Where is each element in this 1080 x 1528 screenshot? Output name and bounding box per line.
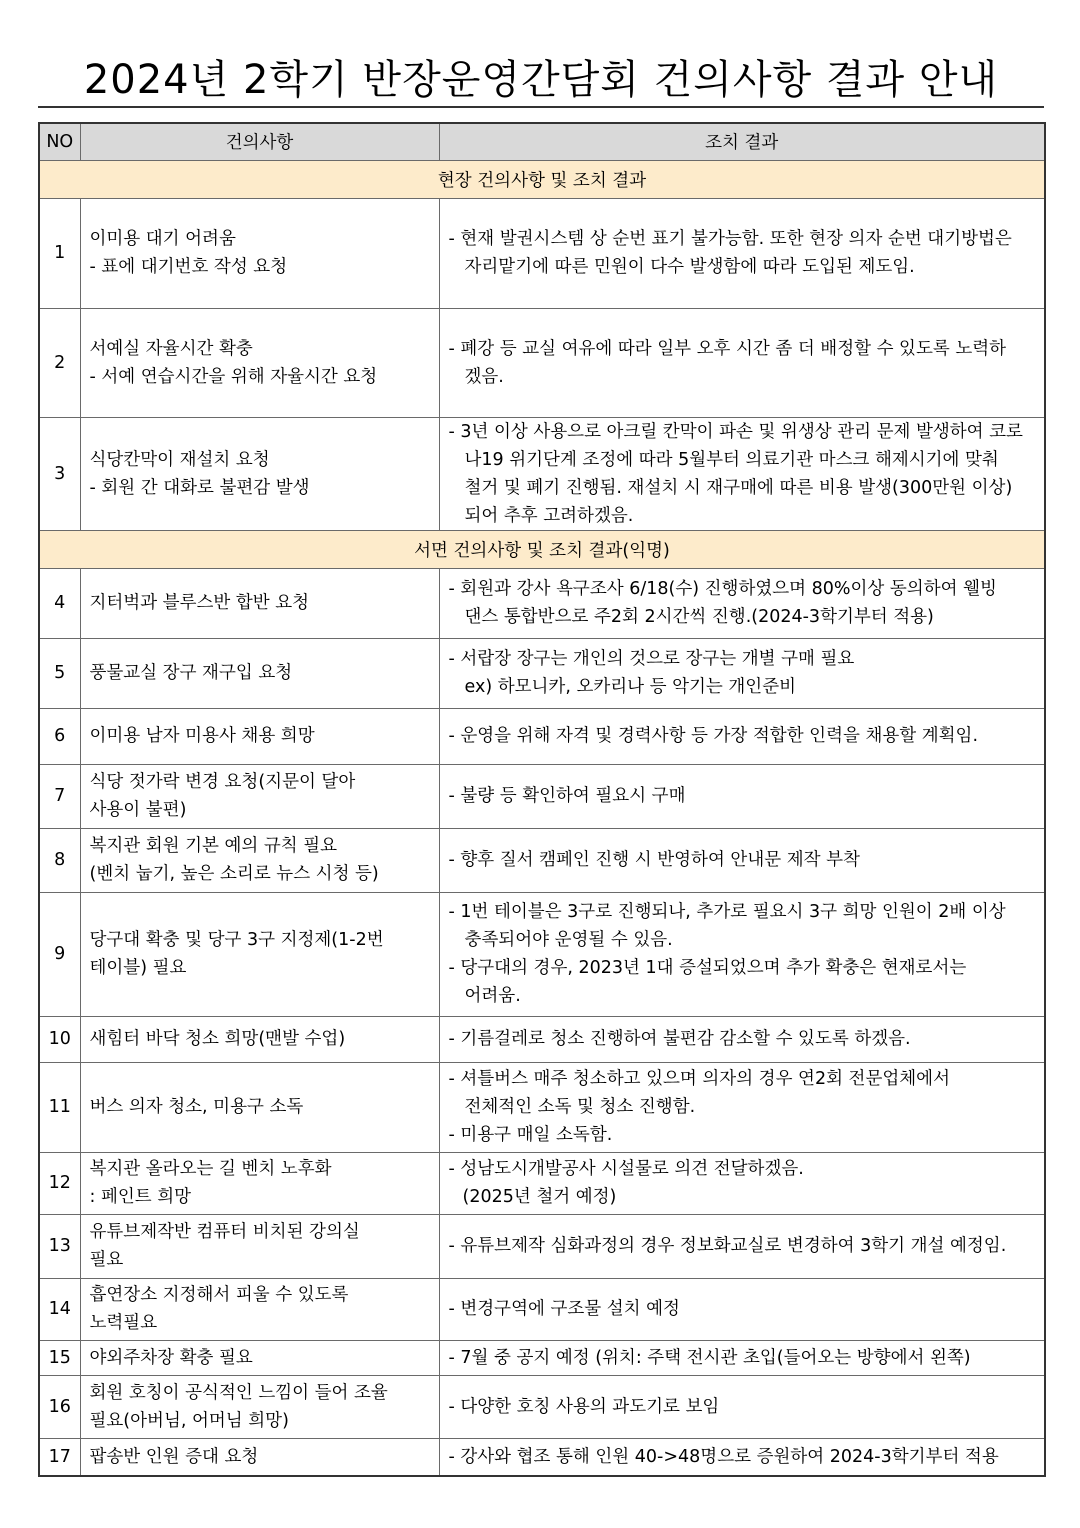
result-line: - 불량 등 확인하여 필요시 구매 [448, 786, 686, 806]
request-cell [80, 828, 439, 892]
result-cell [439, 1340, 1045, 1375]
request-cell [80, 1278, 439, 1340]
result-line: - 기름걸레로 청소 진행하여 불편감 감소할 수 있도록 하겠음. [448, 1029, 911, 1049]
result-line: - 당구대의 경우, 2023년 1대 증설되었으며 추가 확충은 현재로서는 [448, 958, 967, 978]
result-line: 철거 및 폐기 진행됨. 재설치 시 재구매에 따른 비용 발생(300만원 이상) [464, 477, 1013, 498]
request-line: 야외주차장 확충 필요 [89, 1347, 253, 1368]
result-line: - 운영을 위해 자격 및 경력사항 등 가장 적합한 인력을 채용할 계획임. [448, 726, 979, 746]
result-cell [439, 417, 1045, 530]
table-row [39, 828, 1045, 892]
result-line: - 3년 이상 사용으로 아크릴 칸막이 파손 및 위생상 관리 문제 발생하여 코로 [448, 421, 1023, 442]
row-number: 5 [39, 638, 80, 708]
result-line: 댄스 통합반으로 주2회 2시간씩 진행.(2024-3학기부터 적용) [464, 607, 934, 627]
result-line: - 향후 질서 캠페인 진행 시 반영하여 안내문 제작 부착 [448, 850, 860, 870]
table-row [39, 308, 1045, 417]
result-line: - 회원과 강사 욕구조사 6/18(수) 진행하였으며 80%이상 동의하여 웰빙 [448, 579, 997, 599]
result-cell [439, 568, 1045, 638]
request-line: 사용이 불편) [89, 800, 187, 820]
row-number: 10 [39, 1016, 80, 1062]
row-number: 2 [39, 308, 80, 417]
row-number: 9 [39, 892, 80, 1016]
section-onsite [39, 160, 1045, 198]
result-cell [439, 708, 1045, 764]
request-line: : 페인트 희망 [89, 1187, 192, 1207]
result-line: - 변경구역에 구조물 설치 예정 [448, 1299, 680, 1319]
request-cell [80, 1340, 439, 1375]
request-cell [80, 198, 439, 308]
table-row [39, 1340, 1045, 1375]
request-cell [80, 892, 439, 1016]
result-cell [439, 308, 1045, 417]
request-line: 당구대 확충 및 당구 3구 지정제(1-2번 [89, 930, 384, 950]
result-line: (2025년 철거 예정) [462, 1187, 617, 1207]
table-row [39, 1375, 1045, 1438]
table-row [39, 568, 1045, 638]
result-line: 나19 위기단계 조정에 따라 5월부터 의료기관 마스크 해제시기에 맞춰 [464, 449, 999, 470]
request-line: 이미용 대기 어려움 [89, 229, 236, 249]
request-cell [80, 1062, 439, 1152]
result-cell [439, 198, 1045, 308]
section-onsite-label: 현장 건의사항 및 조치 결과 [39, 160, 1045, 198]
result-line: - 현재 발권시스템 상 순번 표기 불가능함. 또한 현장 의자 순번 대기방법은 [448, 229, 1012, 249]
page-title: 2024년 2학기 반장운영간담회 건의사항 결과 안내 [83, 57, 999, 103]
result-cell [439, 1152, 1045, 1214]
result-line: ex) 하모니카, 오카리나 등 악기는 개인준비 [464, 677, 796, 697]
request-line: - 서예 연습시간을 위해 자율시간 요청 [89, 366, 378, 387]
result-line: - 미용구 매일 소독함. [448, 1125, 613, 1145]
section-written-label: 서면 건의사항 및 조치 결과(익명) [39, 530, 1045, 568]
title-underline [38, 106, 1044, 108]
request-line: - 표에 대기번호 작성 요청 [89, 257, 288, 277]
header-no: NO [39, 123, 80, 160]
table-row [39, 892, 1045, 1016]
request-line: 복지관 올라오는 길 벤치 노후화 [89, 1159, 332, 1179]
table-row [39, 1214, 1045, 1278]
result-line: 되어 추후 고려하겠음. [464, 505, 634, 526]
request-cell [80, 1152, 439, 1214]
row-number: 8 [39, 828, 80, 892]
row-number: 11 [39, 1062, 80, 1152]
row-number: 15 [39, 1340, 80, 1375]
table-row [39, 1278, 1045, 1340]
request-line: 버스 의자 청소, 미용구 소독 [89, 1097, 304, 1117]
request-line: 노력필요 [89, 1313, 158, 1333]
suggestion-table [38, 122, 1046, 1477]
request-cell [80, 1214, 439, 1278]
result-line: - 다양한 호칭 사용의 과도기로 보임 [448, 1396, 720, 1417]
request-cell [80, 764, 439, 828]
table-row [39, 708, 1045, 764]
table-row [39, 1016, 1045, 1062]
result-line: 충족되어야 운영될 수 있음. [464, 930, 673, 950]
result-cell [439, 1438, 1045, 1476]
request-cell [80, 568, 439, 638]
request-line: 회원 호칭이 공식적인 느낌이 들어 조율 [89, 1382, 388, 1403]
result-line: - 1번 테이블은 3구로 진행되나, 추가로 필요시 3구 희망 인원이 2배 이상 [448, 902, 1006, 922]
request-line: 테이블) 필요 [89, 958, 187, 978]
result-cell [439, 638, 1045, 708]
row-number: 6 [39, 708, 80, 764]
row-number: 16 [39, 1375, 80, 1438]
table-row [39, 764, 1045, 828]
request-line: 식당칸막이 재설치 요청 [89, 449, 270, 470]
result-cell [439, 1375, 1045, 1438]
result-line: - 7월 중 공지 예정 (위치: 주택 전시관 초입(들어오는 방향에서 왼쪽) [448, 1347, 971, 1368]
table-row [39, 1152, 1045, 1214]
request-line: 복지관 회원 기본 예의 규칙 필요 [89, 836, 338, 856]
request-line: (벤치 눕기, 높은 소리로 뉴스 시청 등) [89, 864, 379, 884]
result-line: - 유튜브제작 심화과정의 경우 정보화교실로 변경하여 3학기 개설 예정임. [448, 1236, 1007, 1256]
request-line: 풍물교실 장구 재구입 요청 [89, 663, 293, 683]
request-line: 서예실 자율시간 확충 [89, 338, 253, 359]
row-number: 7 [39, 764, 80, 828]
result-line: - 서랍장 장구는 개인의 것으로 장구는 개별 구매 필요 [448, 649, 855, 669]
row-number: 17 [39, 1438, 80, 1476]
table-row [39, 1438, 1045, 1476]
result-cell [439, 764, 1045, 828]
request-line: 식당 젓가락 변경 요청(지문이 달아 [89, 772, 356, 792]
result-cell [439, 1214, 1045, 1278]
table-header-row [39, 123, 1045, 160]
request-line: - 회원 간 대화로 불편감 발생 [89, 477, 310, 498]
request-line: 이미용 남자 미용사 채용 희망 [89, 726, 315, 746]
request-line: 유튜브제작반 컴퓨터 비치된 강의실 [89, 1222, 360, 1242]
request-line: 필요(아버님, 어머님 희망) [89, 1410, 289, 1431]
result-line: 자리맡기에 따른 민원이 다수 발생함에 따라 도입된 제도임. [464, 257, 915, 277]
row-number: 4 [39, 568, 80, 638]
result-cell [439, 1016, 1045, 1062]
request-cell [80, 417, 439, 530]
header-result: 조치 결과 [439, 123, 1045, 160]
request-cell [80, 638, 439, 708]
request-line: 지터벅과 블루스반 합반 요청 [89, 593, 310, 613]
row-number: 13 [39, 1214, 80, 1278]
result-line: - 폐강 등 교실 여유에 따라 일부 오후 시간 좀 더 배정할 수 있도록 노력하 [448, 338, 1007, 359]
header-request: 건의사항 [80, 123, 439, 160]
result-line: 겠음. [464, 366, 504, 387]
result-cell [439, 1278, 1045, 1340]
row-number: 14 [39, 1278, 80, 1340]
row-number: 3 [39, 417, 80, 530]
section-written [39, 530, 1045, 568]
request-cell [80, 1438, 439, 1476]
row-number: 1 [39, 198, 80, 308]
result-cell [439, 1062, 1045, 1152]
request-cell [80, 708, 439, 764]
table-row [39, 198, 1045, 308]
result-cell [439, 892, 1045, 1016]
request-cell [80, 308, 439, 417]
result-line: - 성남도시개발공사 시설물로 의견 전달하겠음. [448, 1159, 804, 1179]
request-line: 흡연장소 지정해서 피울 수 있도록 [89, 1285, 349, 1305]
request-cell [80, 1016, 439, 1062]
request-cell [80, 1375, 439, 1438]
table-row [39, 638, 1045, 708]
result-line: 전체적인 소독 및 청소 진행함. [464, 1097, 696, 1117]
result-line: 어려움. [464, 986, 521, 1006]
result-line: - 셔틀버스 매주 청소하고 있으며 의자의 경우 연2회 전문업체에서 [448, 1069, 950, 1089]
table-row [39, 417, 1045, 530]
result-line: - 강사와 협조 통해 인원 40->48명으로 증원하여 2024-3학기부터 적용 [448, 1446, 999, 1467]
result-cell [439, 828, 1045, 892]
request-line: 팝송반 인원 증대 요청 [89, 1446, 259, 1467]
request-line: 필요 [89, 1250, 124, 1270]
row-number: 12 [39, 1152, 80, 1214]
table-row [39, 1062, 1045, 1152]
request-line: 새힘터 바닥 청소 희망(맨발 수업) [89, 1029, 346, 1049]
